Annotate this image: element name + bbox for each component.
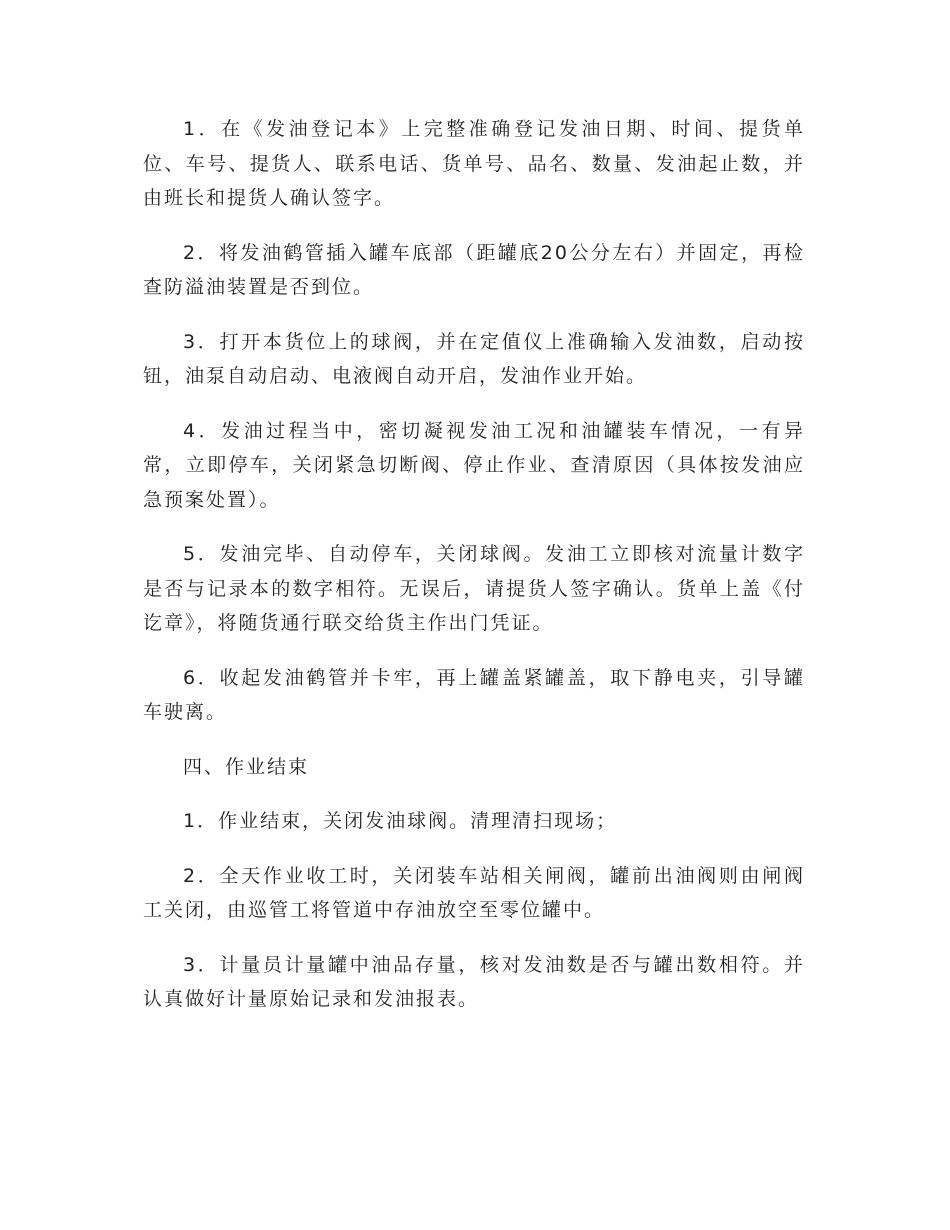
section-heading: 四、作业结束 xyxy=(183,755,310,778)
end-step-2-paragraph: 2．全天作业收工时，关闭装车站相关闸阀，罐前出油阀则由闸阀工关闭，由巡管工将管道中存油放空至零位罐中。 xyxy=(143,864,805,921)
step-3-paragraph: 3．打开本货位上的球阀，并在定值仪上准确输入发油数，启动按钮，油泵自动启动、电液阀自动开启，发油作业开始。 xyxy=(143,330,805,387)
step-2-paragraph: 2．将发油鹤管插入罐车底部（距罐底20公分左右）并固定，再检查防溢油装置是否到位。 xyxy=(143,241,805,298)
step-5-paragraph: 5．发油完毕、自动停车，关闭球阀。发油工立即核对流量计数字是否与记录本的数字相符。无误后，请提货人签字确认。货单上盖《付讫章》，将随货通行联交给货主作出门凭证。 xyxy=(143,543,805,634)
end-step-3-paragraph: 3．计量员计量罐中油品存量，核对发油数是否与罐出数相符。并认真做好计量原始记录和发油报表。 xyxy=(143,953,805,1010)
document-page xyxy=(143,112,805,1037)
step-1-paragraph: 1．在《发油登记本》上完整准确登记发油日期、时间、提货单位、车号、提货人、联系电话、货单号、品名、数量、发油起止数，并由班长和提货人确认签字。 xyxy=(143,118,805,209)
step-6-paragraph: 6．收起发油鹤管并卡牢，再上罐盖紧罐盖，取下静电夹，引导罐车驶离。 xyxy=(143,666,805,723)
end-step-1-paragraph: 1．作业结束，关闭发油球阀。清理清扫现场； xyxy=(183,810,618,832)
step-4-paragraph: 4．发油过程当中，密切凝视发油工况和油罐装车情况，一有异常，立即停车，关闭紧急切断阀、停止作业、查清原因（具体按发油应急预案处置）。 xyxy=(143,419,805,511)
